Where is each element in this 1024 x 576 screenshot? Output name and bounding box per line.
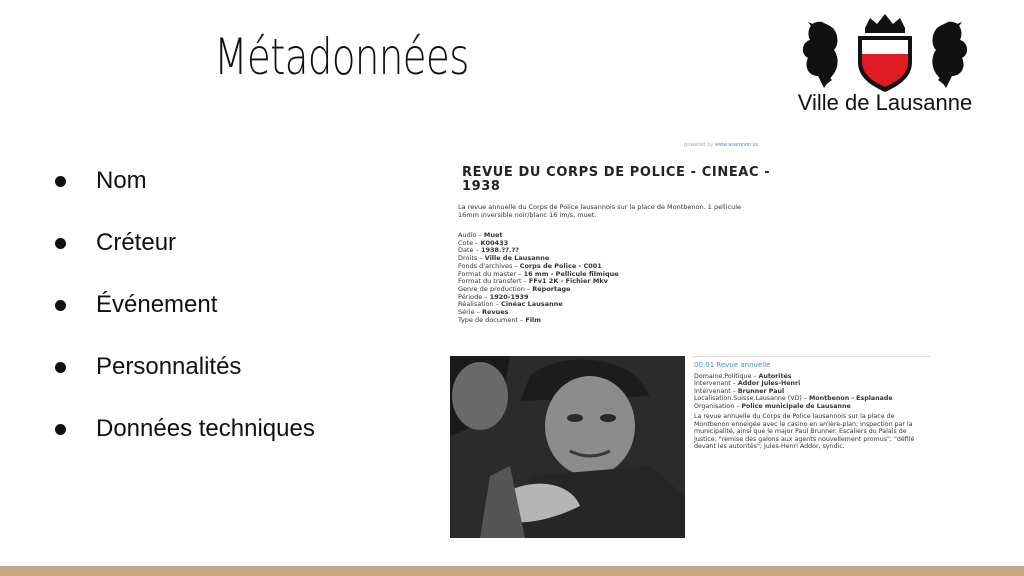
metadata-row: Type de document – Film	[458, 315, 542, 324]
metadata-value: Ville de Lausanne	[484, 254, 550, 263]
metadata-row: Format du master – 16 mm - Pellicule filmique	[458, 269, 619, 278]
metadata-key: Format du transfert	[458, 277, 522, 286]
metadata-key: Série	[458, 308, 475, 317]
bullet-item	[55, 336, 315, 398]
metadata-row: Fonds d'archives – Corps de Police - C001	[458, 261, 602, 270]
bullet-text: Personnalités	[96, 353, 242, 380]
metadata-key: Date	[458, 246, 474, 255]
segment-divider	[692, 356, 930, 357]
metadata-row: Intervenant – Brunner Paul	[694, 387, 785, 395]
metadata-value: Montbenon - Esplanade	[809, 395, 893, 403]
logo-label: Ville de Lausanne	[797, 90, 973, 115]
metadata-value: FFv1 2K - Fichier Mkv	[528, 277, 608, 286]
metadata-row: Période – 1920-1939	[458, 292, 529, 301]
metadata-value: 16 mm - Pellicule filmique	[523, 269, 619, 278]
metadata-row: Localisation.Suisse.Lausanne (VD) – Montbenon - Esplanade	[694, 395, 893, 403]
metadata-row: Intervenant – Addor Jules-Henri	[694, 380, 801, 388]
metadata-row: Format du transfert – FFv1 2K - Fichier Mkv	[458, 277, 608, 286]
video-still-frame[interactable]	[450, 356, 685, 538]
metadata-key: Format du master	[458, 269, 517, 278]
metadata-row: Série – Revues	[458, 308, 509, 317]
bullet-text: Créteur	[96, 229, 177, 256]
metadata-key: Type de document	[458, 315, 518, 324]
metadata-key: Domaine.Politique	[694, 373, 752, 380]
metadata-value: Film	[525, 315, 542, 324]
metadata-row: Audio – Muet	[458, 231, 503, 239]
metadata-value: Corps de Police - C001	[519, 261, 602, 270]
metadata-row: Cote – K00433	[458, 238, 509, 247]
bullet-text: Données techniques	[96, 415, 315, 442]
archive-record-screenshot	[450, 140, 940, 540]
metadata-value: Revues	[482, 308, 509, 317]
metadata-value: Addor Jules-Henri	[737, 380, 801, 388]
metadata-key: Genre de production	[458, 284, 525, 293]
segment-title-link[interactable]: 00:01 Revue annuelle	[694, 361, 771, 369]
metadata-key: Fonds d'archives	[458, 261, 513, 270]
metadata-value: Reportage	[532, 284, 571, 293]
bullet-list	[55, 150, 315, 460]
bullet-dot-icon	[55, 362, 66, 373]
metadata-value: Autorités	[758, 373, 792, 380]
metadata-key: Cote	[458, 238, 474, 247]
powered-by	[684, 142, 758, 148]
metadata-value: K00433	[480, 238, 509, 247]
metadata-row: Date – 1938.??.??	[458, 246, 520, 255]
metadata-value: Cinéac Lausanne	[501, 300, 563, 309]
metadata-key: Réalisation	[458, 300, 494, 309]
metadata-key: Intervenant	[694, 387, 731, 395]
metadata-key: Période	[458, 292, 483, 301]
metadata-value: Muet	[483, 231, 503, 239]
bullet-dot-icon	[55, 424, 66, 435]
segment-description: La revue annuelle du Corps de Police lausannois sur la place de Montbenon enneigée avec le casino en arrière-plan; inspection par la municipalité, ainsi que le major Paul Brunner. Escaliers du Palais de Justice; "remise des galons aux agents nouvellement promus"; "défilé devant les autorités"; Jules-Henri Addor, syndic.	[694, 413, 915, 451]
bullet-dot-icon	[55, 300, 66, 311]
metadata-key: Localisation.Suisse.Lausanne (VD)	[694, 395, 802, 403]
metadata-value: Police municipale de Lausanne	[741, 402, 851, 410]
bullet-item	[55, 150, 315, 212]
metadata-row: Genre de production – Reportage	[458, 284, 571, 293]
powered-by-link[interactable]: www.asamnon.ss	[714, 142, 759, 148]
bullet-item	[55, 212, 315, 274]
metadata-key: Intervenant	[694, 380, 731, 388]
metadata-value: 1920-1939	[489, 292, 529, 301]
record-metadata-list	[458, 232, 619, 324]
bottom-accent-bar	[0, 566, 1024, 576]
metadata-row: Organisation – Police municipale de Lausanne	[694, 402, 851, 410]
metadata-key: Organisation	[694, 402, 735, 410]
bullet-item	[55, 398, 315, 460]
metadata-row: Réalisation – Cinéac Lausanne	[458, 300, 563, 309]
bullet-dot-icon	[55, 238, 66, 249]
metadata-key: Audio	[458, 231, 477, 239]
record-title: REVUE DU CORPS DE POLICE - CINEAC - 1938	[462, 165, 771, 194]
slide-title: Métadonnées	[214, 28, 469, 86]
powered-by-prefix: powered by	[684, 142, 714, 148]
record-description: La revue annuelle du Corps de Police lausannois sur la place de Montbenon. 1 pellicule 16mm inversible noir/blanc 16 im/s, muet.	[458, 203, 742, 219]
bullet-text: Événement	[96, 291, 218, 318]
metadata-value: 1938.??.??	[480, 246, 520, 255]
bullet-text: Nom	[96, 167, 147, 194]
bullet-dot-icon	[55, 176, 66, 187]
bullet-item	[55, 274, 315, 336]
segment-metadata-list	[694, 373, 893, 410]
metadata-row: Droits – Ville de Lausanne	[458, 254, 550, 263]
metadata-row: Domaine.Politique – Autorités	[694, 373, 792, 380]
metadata-key: Droits	[458, 254, 478, 263]
metadata-value: Brunner Paul	[737, 387, 785, 395]
